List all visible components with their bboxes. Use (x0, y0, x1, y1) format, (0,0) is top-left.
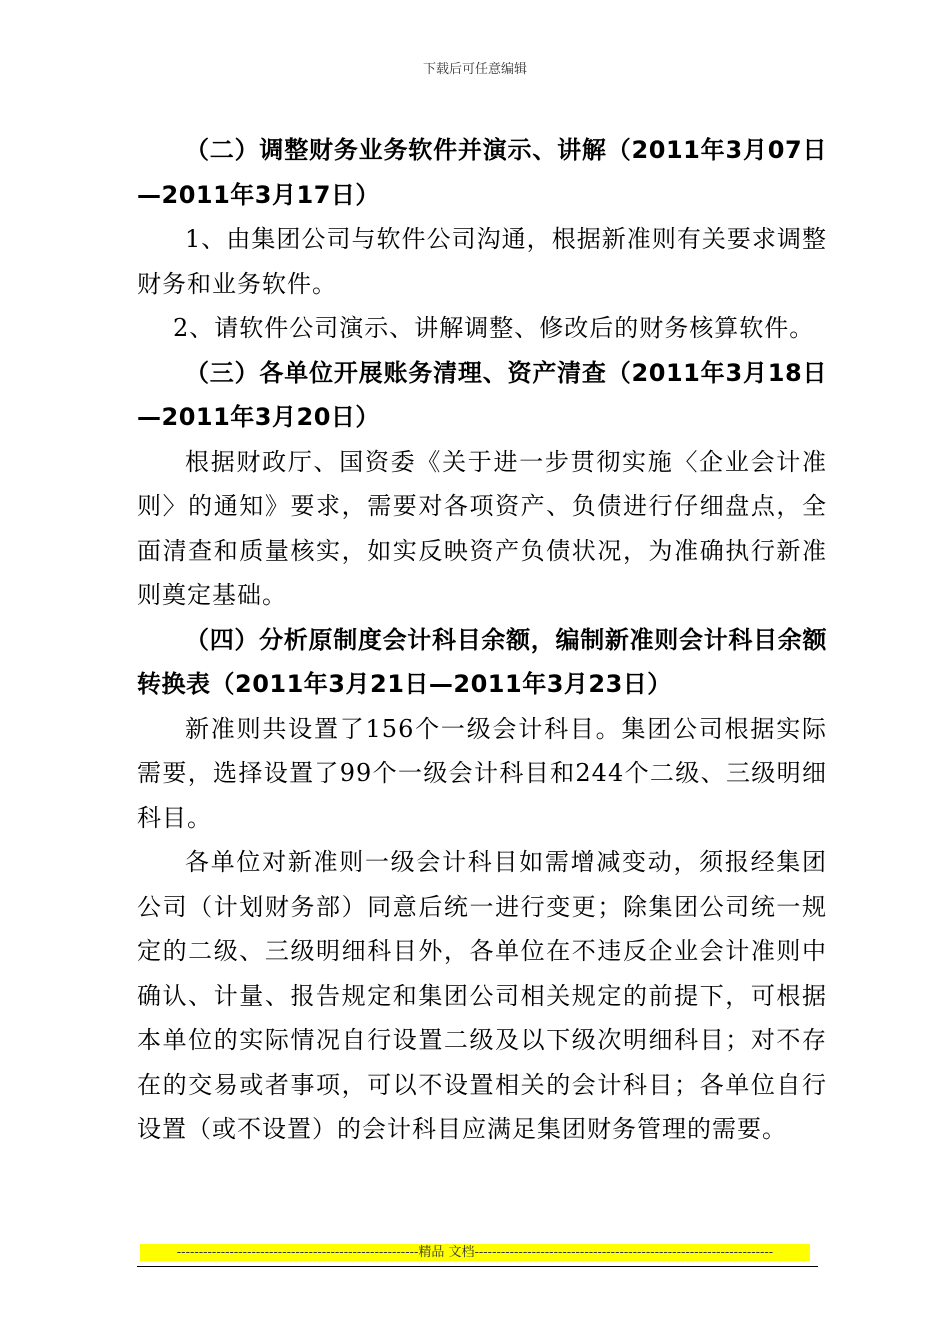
section-heading-4: （四）分析原制度会计科目余额，编制新准则会计科目余额转换表（2011年3月21日—2011年3月23日） (137, 625, 827, 698)
section-heading-2: （二）调整财务业务软件并演示、讲解（2011年3月07日—2011年3月17日） (137, 136, 827, 209)
paragraph-accounts: 新准则共设置了156个一级会计科目。集团公司根据实际需要，选择设置了99个一级会计科目和244个二级、三级明细科目。 (137, 714, 827, 832)
paragraph-item-1: 1、由集团公司与软件公司沟通，根据新准则有关要求调整财务和业务软件。 (137, 225, 827, 298)
header-note: 下载后可任意编辑 (422, 62, 527, 77)
paragraph-item-2: 2、请软件公司演示、讲解调整、修改后的财务核算软件。 (173, 314, 815, 342)
paragraph-asset-check: 根据财政厅、国资委《关于进一步贯彻实施〈企业会计准则〉的通知》要求，需要对各项资产、负债进行仔细盘点，全面清查和质量核实，如实反映资产负债状况，为准确执行新准则奠定基础。 (137, 447, 827, 609)
footer-divider (137, 1266, 818, 1267)
section-heading-3: （三）各单位开展账务清理、资产清查（2011年3月18日—2011年3月20日） (137, 358, 827, 431)
footer-banner: -------------------------------------------------------精品 文档-------------------------------------------------------------------- (140, 1244, 810, 1261)
paragraph-units: 各单位对新准则一级会计科目如需增减变动，须报经集团公司（计划财务部）同意后统一进行变更；除集团公司统一规定的二级、三级明细科目外，各单位在不违反企业会计准则中确认、计量、报告规定和集团公司相关规定的前提下，可根据本单位的实际情况自行设置二级及以下级次明细科目；对不存在的交易或者事项，可以不设置相关的会计科目；各单位自行设置（或不设置）的会计科目应满足集团财务管理的需要。 (137, 848, 827, 1143)
document-body (137, 128, 827, 1152)
